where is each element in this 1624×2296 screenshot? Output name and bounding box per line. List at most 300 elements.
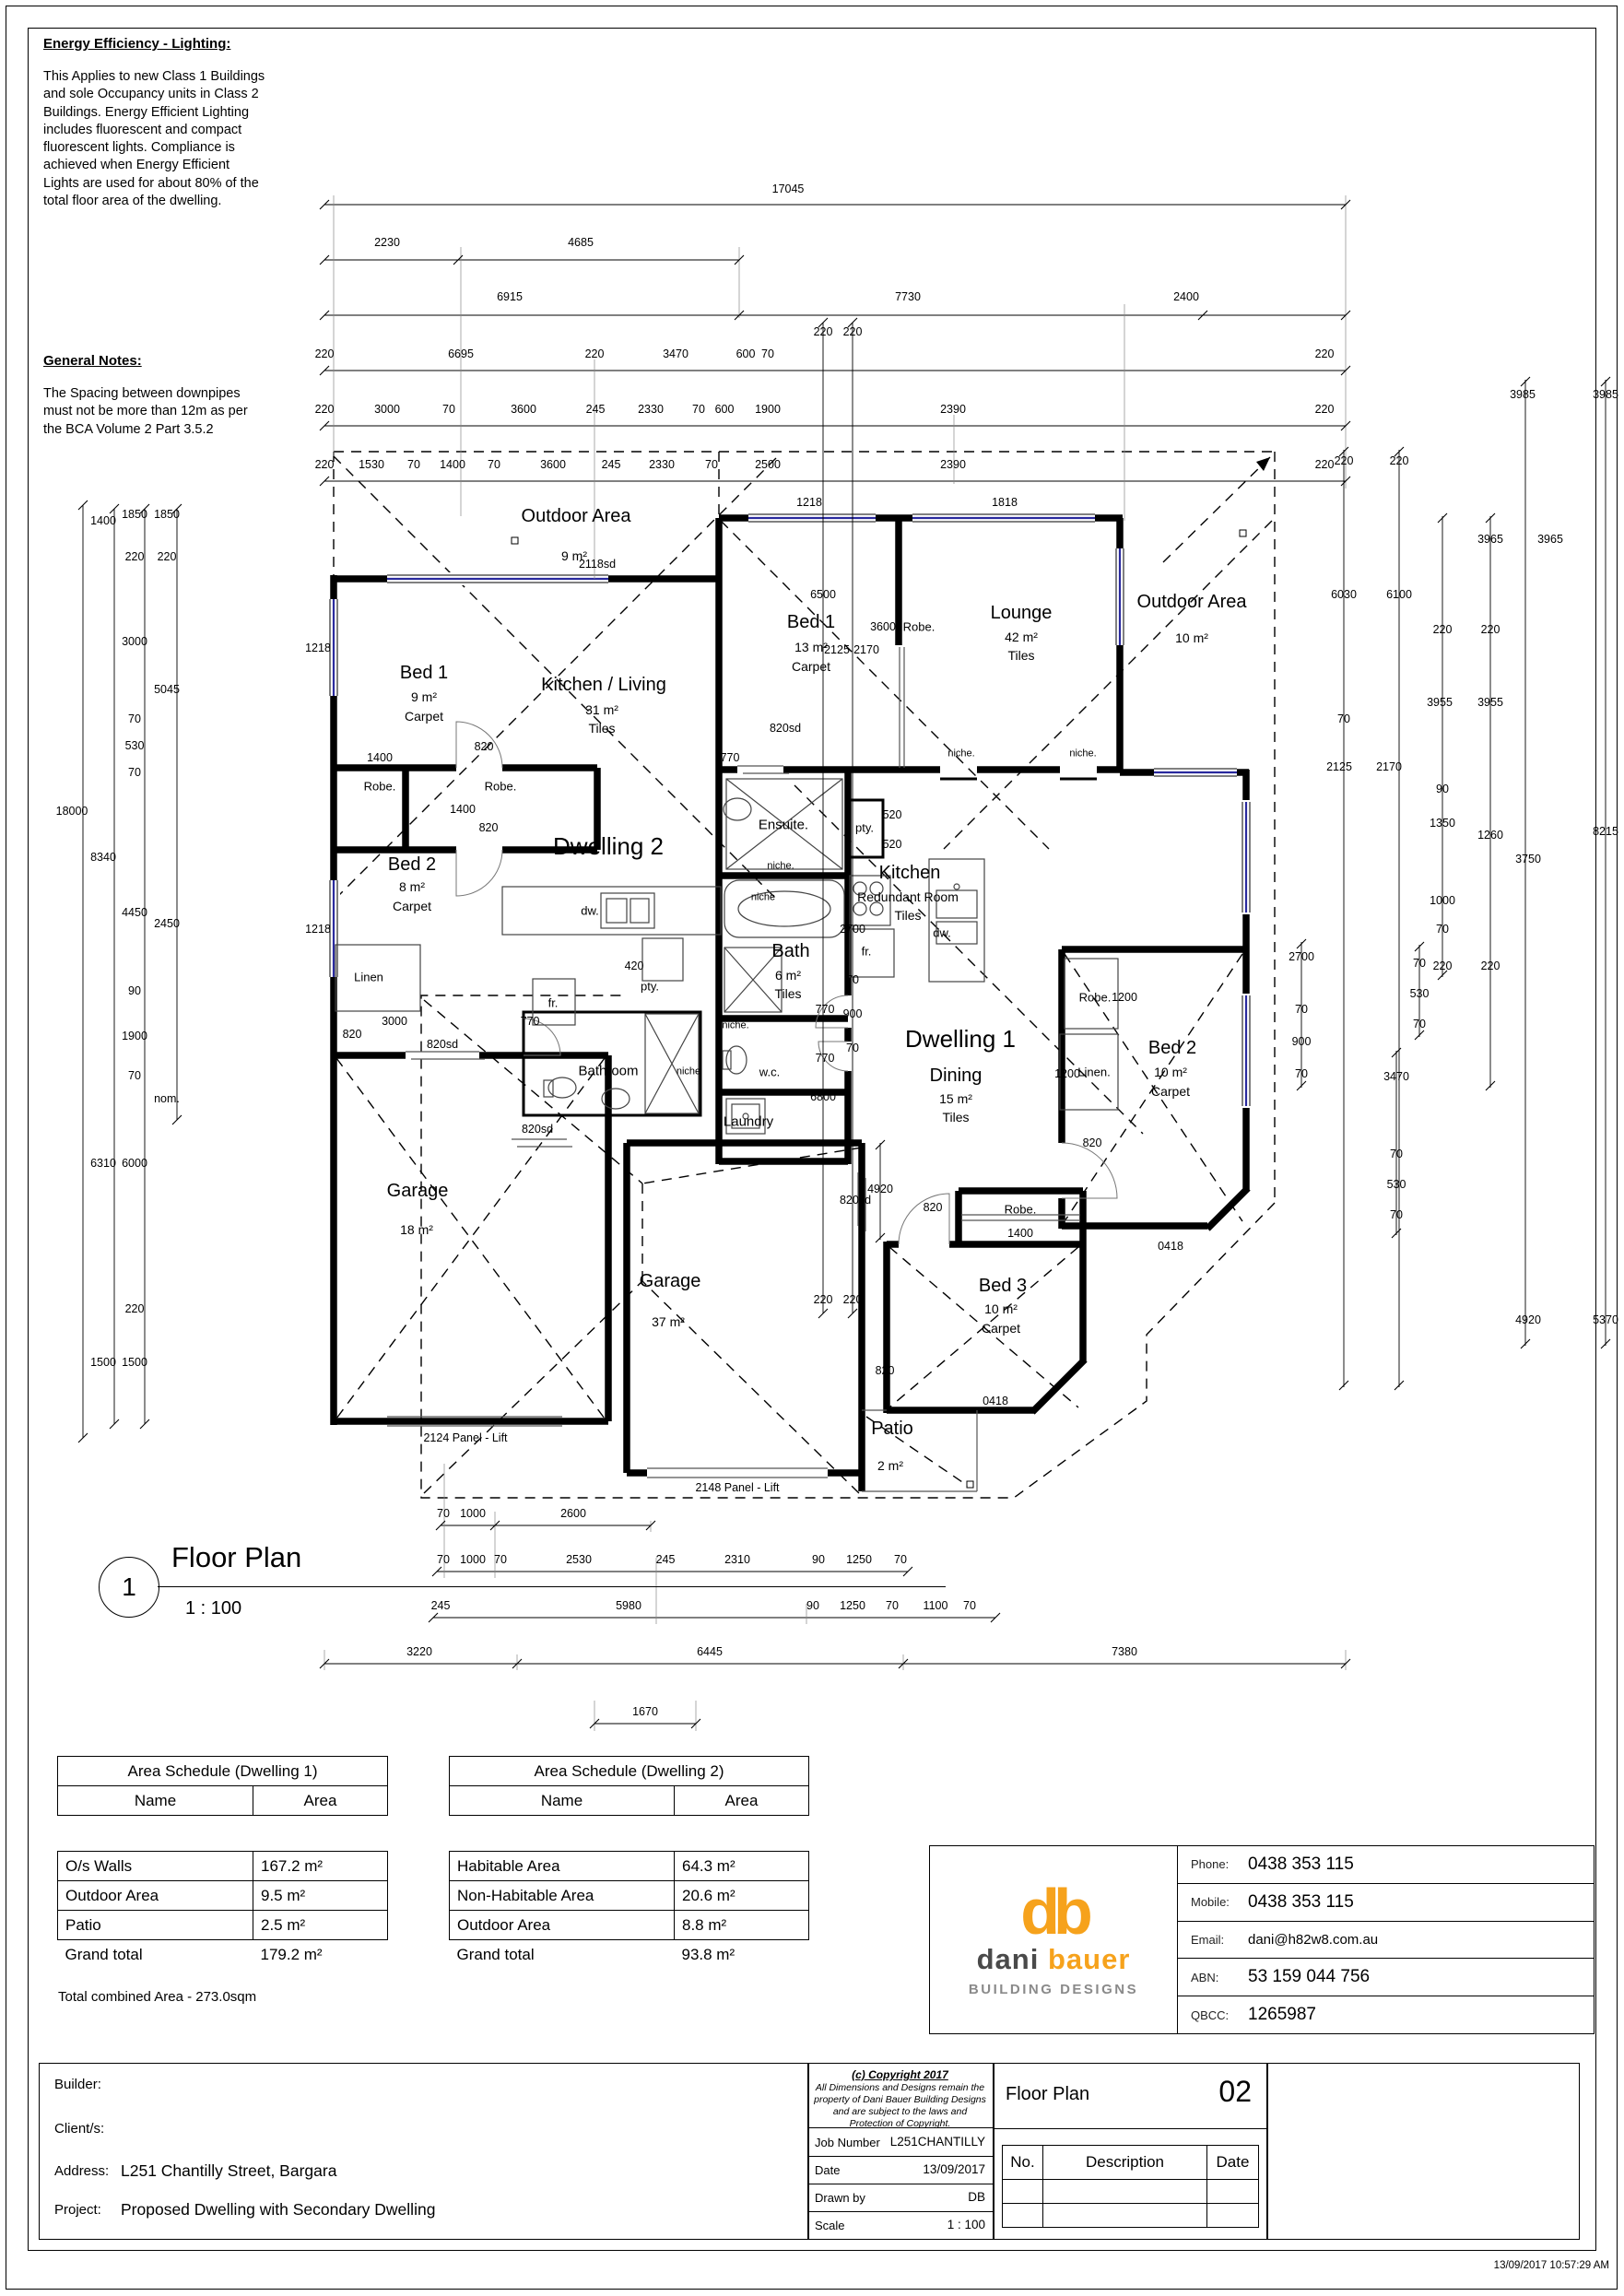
plan-label: 1200 [1054,1066,1080,1080]
schedule-cell-area: 8.8 m² [675,1911,809,1940]
plan-label: 10 m² [1175,630,1208,645]
plan-label: 820sd [426,1037,459,1051]
company-logo [930,1846,1178,2033]
plan-label: 1850 [122,507,147,521]
plan-label: Garage [386,1181,449,1201]
plan-label: 5980 [616,1598,641,1612]
plan-label: 220 [1314,402,1335,416]
plan-label: 3955 [1477,695,1503,709]
scale-row [807,2211,993,2239]
area-schedule-1 [57,1851,388,1969]
schedule-cell-area: 167.2 m² [253,1852,388,1881]
plan-label: 70 [407,457,420,471]
general-notes-title: General Notes: [43,353,142,369]
plan-label: 3600 [540,457,566,471]
plan-label: 220 [813,1292,833,1306]
plan-label: Robe. [484,779,517,794]
plan-label: 3600 [511,402,536,416]
plan-label: 70 [128,712,141,725]
copyright-title: (c) Copyright 2017 [852,2068,948,2081]
plan-label: 70 [437,1552,450,1566]
job-number-row [807,2128,993,2157]
plan-label: nom. [154,1091,180,1105]
downpipe-markers [512,530,1246,1488]
plan-label: 820sd [769,721,802,735]
view-title: Floor Plan [171,1541,302,1573]
plan-label: Outdoor Area [1136,592,1247,612]
plan-label: 3470 [663,347,688,360]
plan-label: 70 [1413,1017,1426,1030]
plan-label: Dwelling 2 [553,832,664,860]
plan-label: 220 [124,549,145,563]
plan-label: 90 [1436,782,1449,795]
plan-label: 1530 [359,457,384,471]
plan-label: 220 [1389,453,1409,467]
plan-label: 1400 [90,513,116,527]
print-timestamp: 13/09/2017 10:57:29 AM [1493,2260,1609,2271]
plan-label: 900 [842,1007,863,1020]
schedule-1-title: Area Schedule (Dwelling 1) [58,1757,388,1786]
plan-label: Bed 1 [399,663,449,683]
revision-empty-row [1003,2204,1259,2228]
plan-label: 6310 [90,1156,116,1170]
plan-label: 3600 [870,619,896,633]
plan-label: Tiles [588,721,616,736]
plan-label: 1500 [90,1355,116,1369]
plan-label: 3000 [122,634,147,648]
plan-label: 2700 [1289,949,1314,963]
plan-label: dw. [933,925,951,940]
contact-label: Phone: [1191,1857,1230,1872]
schedule-2-area-header: Area [675,1786,809,1816]
plan-label: Redundant Room [857,889,959,904]
plan-label: 770 [815,1002,835,1016]
area-schedule-2 [449,1851,809,1969]
plan-label: 70 [1337,712,1350,725]
plan-label: 2118sd [578,557,617,571]
plan-label: 8 m² [399,879,425,894]
energy-efficiency-note [43,35,266,210]
view-title-underline [158,1586,946,1587]
plan-label: Bed 2 [1147,1038,1197,1058]
job-number-value: L251CHANTILLY [889,2135,985,2149]
plan-label: 245 [655,1552,676,1566]
plan-label: fr. [547,995,559,1010]
plan-label: 37 m² [652,1314,685,1329]
plan-label: 70 [494,1552,507,1566]
plan-label: pty. [855,820,874,835]
contact-value: dani@h82w8.com.au [1248,1931,1379,1948]
plan-label: 70 [846,1041,859,1054]
contact-value: 1265987 [1248,2005,1316,2025]
plan-label: niche. [947,748,975,759]
plan-label: 770 [520,1014,540,1028]
scale-value: 1 : 100 [947,2218,985,2231]
plan-label: 3985 [1510,387,1536,401]
plan-label: Dining [929,1066,983,1086]
date-row [807,2156,993,2184]
plan-label: 2530 [566,1552,592,1566]
plan-label: 3220 [406,1644,432,1658]
plan-label: 2390 [940,457,966,471]
plan-label: 7730 [895,289,921,303]
door-arcs [456,722,1117,1244]
schedule-1-name-header: Name [58,1786,253,1816]
plan-label: 1218 [796,495,822,509]
plan-label: 820 [478,820,499,834]
combined-area-total: Total combined Area - 273.0sqm [58,1989,257,2005]
sheet-title: Floor Plan [1006,2084,1090,2104]
plan-label: 4685 [568,235,594,249]
sheet-title-cell [993,2064,1266,2129]
plan-label: 2390 [940,402,966,416]
plan-label: 220 [842,324,863,338]
schedule-row [58,1852,388,1881]
company-name-first: dani [976,1942,1040,1975]
schedule-total-label: Grand total [65,1945,143,1963]
dimension-ticks [78,200,1610,1728]
plan-label: 1200 [1112,990,1137,1004]
plan-label: 820 [474,739,494,753]
plan-label: 600 [736,347,756,360]
schedule-total-row [58,1940,388,1970]
plan-label: 520 [882,807,902,821]
plan-label: fr. [861,944,872,959]
schedule-1-area-header: Area [253,1786,388,1816]
plan-label: 42 m² [1005,630,1038,644]
company-tagline: BUILDING DESIGNS [968,1981,1139,1997]
plan-label: Patio [871,1419,913,1439]
plan-label: 3000 [382,1014,407,1028]
plan-label: 6030 [1331,587,1357,601]
plan-label: 2600 [560,1506,586,1520]
plan-label: 2125 [1326,759,1352,773]
plan-label: 2 m² [877,1458,903,1473]
plan-label: 9 m² [411,689,437,704]
plan-label: 220 [157,549,177,563]
plan-label: Bed 1 [786,612,836,632]
company-name-last: bauer [1047,1942,1131,1975]
plan-label: 1218 [305,922,331,936]
project-label: Project: [54,2202,101,2218]
plan-label: 1260 [1477,828,1503,842]
plan-label: 1000 [460,1506,486,1520]
plan-label: 1400 [440,457,465,471]
plan-label: Laundry [723,1113,774,1130]
general-notes [43,352,266,439]
contact-value: 53 159 044 756 [1248,1967,1371,1987]
plan-label: 220 [1480,959,1500,972]
schedule-row [450,1911,809,1940]
plan-label: 70 [437,1506,450,1520]
plan-label: Tiles [894,908,922,923]
scale-label: Scale [815,2219,845,2232]
plan-label: 3470 [1383,1069,1409,1083]
plan-label: Dwelling 1 [905,1025,1016,1053]
plan-label: 820 [875,1363,895,1377]
plan-label: 1500 [122,1355,147,1369]
drawn-by-row [807,2184,993,2212]
schedule-cell-name: Patio [58,1911,253,1940]
plan-label: Robe. [1078,990,1112,1005]
plan-label: 2330 [638,402,664,416]
job-number-label: Job Number [815,2136,880,2149]
contact-details [1178,1846,1594,2033]
plan-label: 220 [314,402,335,416]
plan-label: Linen [354,970,383,984]
plan-label: 1250 [846,1552,872,1566]
plan-label: 220 [1432,959,1453,972]
plan-label: 220 [842,1292,863,1306]
plan-label: 6000 [122,1156,147,1170]
plan-label: Robe. [1004,1202,1037,1217]
plan-label: 1818 [992,495,1018,509]
plan-label: 220 [584,347,605,360]
plan-label: 6695 [448,347,474,360]
plan-label: 220 [124,1301,145,1315]
plan-label: niche [676,1066,701,1077]
plan-label: 820sd [521,1122,554,1136]
plan-label: 220 [1432,622,1453,636]
contact-row [1178,1959,1594,1996]
plan-label: Tiles [774,986,802,1001]
plan-label: 5045 [154,682,180,696]
plan-label: 70 [1390,1207,1403,1221]
plan-label: 70 [1295,1002,1308,1016]
plan-label: 3965 [1537,532,1563,546]
plan-label: 70 [488,457,500,471]
plan-label: 530 [1409,986,1430,1000]
plan-label: 1400 [450,802,476,816]
schedule-2-title: Area Schedule (Dwelling 2) [450,1757,809,1786]
energy-note-title: Energy Efficiency - Lighting: [43,36,231,52]
plan-label: 220 [1314,457,1335,471]
plan-label: Carpet [404,709,444,724]
schedule-cell-area: 64.3 m² [675,1852,809,1881]
energy-note-body: This Applies to new Class 1 Buildings and sole Occupancy units in Class 2 Buildings. Energy Efficient Lighting includes fluorescent and compact fluorescent lights. Compliance is achieved when Energy Efficient Lights are used for about 80% of the total floor area of the dwelling. [43,68,265,208]
plan-label: 70 [846,972,859,986]
plan-label: 245 [430,1598,451,1612]
logo-contact-block [929,1845,1595,2034]
plan-label: Outdoor Area [521,506,631,526]
plan-label: 10 m² [1154,1065,1187,1079]
plan-label: 600 [714,402,735,416]
contact-label: Email: [1191,1932,1225,1947]
title-block [39,2063,1580,2240]
plan-label: 220 [813,324,833,338]
plan-label: Robe. [363,779,396,794]
plan-label: 13 m² [794,640,828,654]
plan-label: 1400 [1007,1226,1033,1240]
plan-label: 8340 [90,850,116,864]
plan-label: 6800 [810,1089,836,1103]
plan-label: 220 [1480,622,1500,636]
roof-arrow-head [1256,457,1270,471]
plan-label: 70 [963,1598,976,1612]
plan-label: Carpet [791,659,831,674]
plan-label: 770 [720,750,740,764]
plan-label: 70 [761,347,774,360]
plan-label: niche. [722,1019,749,1031]
plan-label: 70 [128,1068,141,1082]
plan-label: 1850 [154,507,180,521]
plan-label: 6500 [810,587,836,601]
plan-label: 2310 [724,1552,750,1566]
plan-label: w.c. [759,1065,781,1079]
plan-label: 1400 [367,750,393,764]
contact-row [1178,1922,1594,1960]
date-value: 13/09/2017 [923,2162,985,2176]
company-name [977,1943,1131,1976]
general-notes-body: The Spacing between downpipes must not be more than 12m as per the BCA Volume 2 Part 3.5.2 [43,385,248,437]
title-block-divider [1266,2064,1268,2239]
plan-label: 245 [601,457,621,471]
view-number-bubble [99,1557,159,1618]
schedule-cell-name: Non-Habitable Area [450,1881,675,1911]
schedule-cell-name: Outdoor Area [58,1881,253,1911]
contact-label: ABN: [1191,1970,1219,1984]
area-schedule-1-header [57,1756,388,1816]
plan-label: 820 [1082,1136,1102,1149]
plan-label: Ensuite. [758,817,809,833]
plan-label: 3985 [1593,387,1618,401]
plan-label: 17045 [771,182,805,195]
roof-dashed-outline [334,452,1275,1498]
plan-label: Garage [639,1271,701,1291]
plan-label: 70 [886,1598,899,1612]
schedule-2-name-header: Name [450,1786,675,1816]
plan-label: 820 [923,1200,943,1214]
address-label: Address: [54,2163,110,2179]
plan-label: 2148 Panel - Lift [695,1480,780,1494]
plan-label: 1900 [122,1029,147,1042]
plan-label: Bath [771,941,810,961]
area-schedule-2-header [449,1756,809,1816]
plan-label: 70 [442,402,455,416]
schedule-total-value: 93.8 m² [681,1945,736,1963]
schedule-cell-area: 20.6 m² [675,1881,809,1911]
plan-label: 220 [314,457,335,471]
view-number: 1 [122,1572,136,1601]
plan-label: 3965 [1477,532,1503,546]
plan-label: 245 [585,402,606,416]
sheet-number: 02 [1218,2075,1252,2108]
plan-label: 1250 [840,1598,865,1612]
plan-label: 900 [1291,1034,1312,1048]
plan-label: 4920 [1515,1313,1541,1326]
plan-label: pty. [641,979,659,994]
plan-label: Bed 3 [978,1276,1028,1296]
schedule-row [58,1881,388,1911]
schedule-cell-area: 2.5 m² [253,1911,388,1940]
plan-label: 530 [1386,1177,1406,1191]
plan-label: 18 m² [400,1222,433,1237]
plan-label: Carpet [981,1321,1021,1336]
contact-label: QBCC: [1191,2008,1230,2022]
plan-label: 0418 [983,1394,1008,1407]
plan-label: Bed 2 [387,854,437,875]
plan-label: 3955 [1427,695,1453,709]
plan-label: 6100 [1386,587,1412,601]
plan-label: 2125 [824,642,850,656]
plan-label: 70 [1413,956,1426,970]
logo-mark-icon: db [1020,1875,1087,1948]
plan-label: 7380 [1112,1644,1137,1658]
copyright-body: All Dimensions and Designs remain the property of Dani Bauer Building Designs and are subject to the laws and Protection of Copyright. [814,2082,986,2130]
plan-label: 2124 Panel - Lift [423,1431,508,1444]
schedule-row [450,1852,809,1881]
copyright-notice [807,2064,993,2128]
drawn-by-value: DB [968,2190,985,2204]
schedule-total-value: 179.2 m² [260,1945,323,1963]
plan-label: 520 [882,837,902,851]
plan-label: niche [750,891,776,903]
plan-label: 90 [128,983,141,997]
plan-label: 6915 [497,289,523,303]
builder-label: Builder: [54,2077,101,2092]
plan-label: 15 m² [939,1091,972,1106]
plan-label: Kitchen [878,863,941,883]
plan-label: 4450 [122,905,147,919]
plan-label: 2230 [374,235,400,249]
schedule-total-label: Grand total [456,1945,535,1963]
contact-row [1178,1846,1594,1884]
plan-label: 1670 [632,1704,658,1718]
drawn-by-label: Drawn by [815,2191,865,2205]
plan-label: 70 [1295,1066,1308,1080]
plan-label: 6445 [697,1644,723,1658]
plan-label: 220 [1334,453,1354,467]
plan-label: 2170 [853,642,879,656]
plan-label: Carpet [1150,1084,1191,1099]
plan-label: 90 [806,1598,819,1612]
view-scale: 1 : 100 [185,1598,242,1619]
address-value: L251 Chantilly Street, Bargara [121,2161,337,2180]
plan-label: 1000 [460,1552,486,1566]
plan-label: 9 m² [561,548,587,563]
plan-label: Linen. [1077,1065,1111,1079]
plan-label: 1900 [755,402,781,416]
plan-label: 2700 [840,922,865,936]
plan-label: 1100 [923,1598,948,1612]
plan-label: 220 [314,347,335,360]
plan-label: 2170 [1376,759,1402,773]
revision-date-header: Date [1207,2146,1259,2180]
plan-label: 8215 [1593,824,1618,838]
contact-value: 0438 353 115 [1248,1891,1354,1912]
plan-label: Tiles [1007,648,1035,663]
plan-label: Tiles [942,1110,970,1124]
plan-label: Carpet [392,899,432,913]
contact-label: Mobile: [1191,1895,1230,1910]
plan-label: 3000 [374,402,400,416]
plan-label: 10 m² [984,1301,1018,1316]
plan-label: 770 [815,1051,835,1065]
plan-label: 2400 [1173,289,1199,303]
schedule-cell-name: Habitable Area [450,1852,675,1881]
plan-label: 3750 [1515,852,1541,865]
revision-description-header: Description [1043,2146,1207,2180]
plan-label: 70 [1390,1147,1403,1160]
plan-label: 2330 [649,457,675,471]
plan-label: 1000 [1430,893,1455,907]
schedule-row [58,1911,388,1940]
dimension-lines [83,205,1606,1724]
schedule-cell-area: 9.5 m² [253,1881,388,1911]
plan-label: 1218 [305,641,331,654]
plan-label: 5370 [1593,1313,1618,1326]
plan-label: 70 [692,402,705,416]
